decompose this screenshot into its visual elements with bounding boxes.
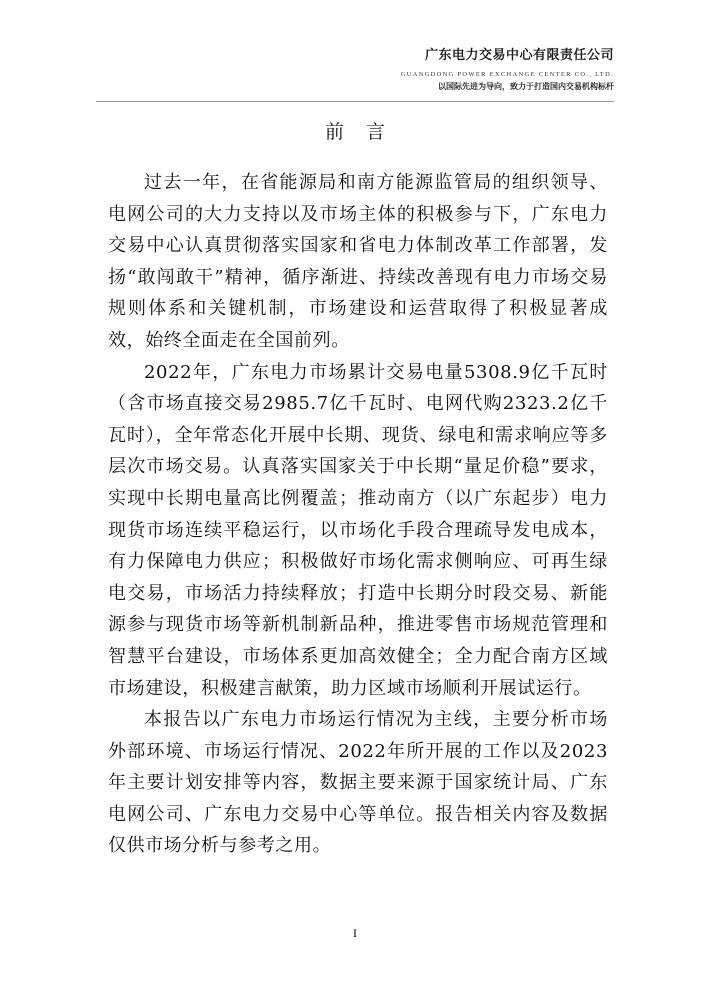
page-title: 前言 xyxy=(324,121,407,143)
paragraph-1: 过去一年，在省能源局和南方能源监管局的组织领导、电网公司的大力支持以及市场主体的积极参与下，广东电力交易中心认真贯彻落实国家和省电力体制改革工作部署，发扬“敢闯敢干”精神，循序渐进、持续改善现有电力市场交易规则体系和关键机制，市场建设和运营取得了积极显著成效，始终全面走在全国前列。 xyxy=(108,172,608,351)
paragraph-2: 2022年，广东电力市场累计交易电量5308.9亿千瓦时（含市场直接交易2985.7亿千瓦时、电网代购2323.2亿千瓦时），全年常态化开展中长期、现货、绿电和需求响应等多层次市场交易。认真落实国家关于中长期“量足价稳”要求，实现中长期电量高比例覆盖；推动南方（以广东起步）电力现货市场连续平稳运行，以市场化手段合理疏导发电成本，有力保障电力供应；积极做好市场化需求侧响应、可再生绿电交易，市场活力持续释放；打造中长期分时段交易、新能源参与现货市场等新机制新品种，推进零售市场规范管理和智慧平台建设，市场体系更加高效健全；全力配合南方区域市场建设，积极建言献策，助力区域市场顺利开展试运行。 xyxy=(108,361,608,699)
company-slogan: 以国际先进为导向，致力于打造国内交易机构标杆 xyxy=(438,82,614,91)
paragraph-3: 本报告以广东电力市场运行情况为主线，主要分析市场外部环境、市场运行情况、2022年所开展的工作以及2023年主要计划安排等内容，数据主要来源于国家统计局、广东电网公司、广东电力交易中心等单位。报告相关内容及数据仅供市场分析与参考之用。 xyxy=(108,709,608,857)
company-name-cn: 广东电力交易中心有限责任公司 xyxy=(424,48,614,63)
company-name-en: GUANGDONG POWER EXCHANGE CENTER CO., LTD. xyxy=(400,71,614,78)
document-body xyxy=(108,167,608,862)
header-divider xyxy=(96,101,614,102)
page-header xyxy=(401,48,614,93)
page-number: I xyxy=(353,926,357,940)
